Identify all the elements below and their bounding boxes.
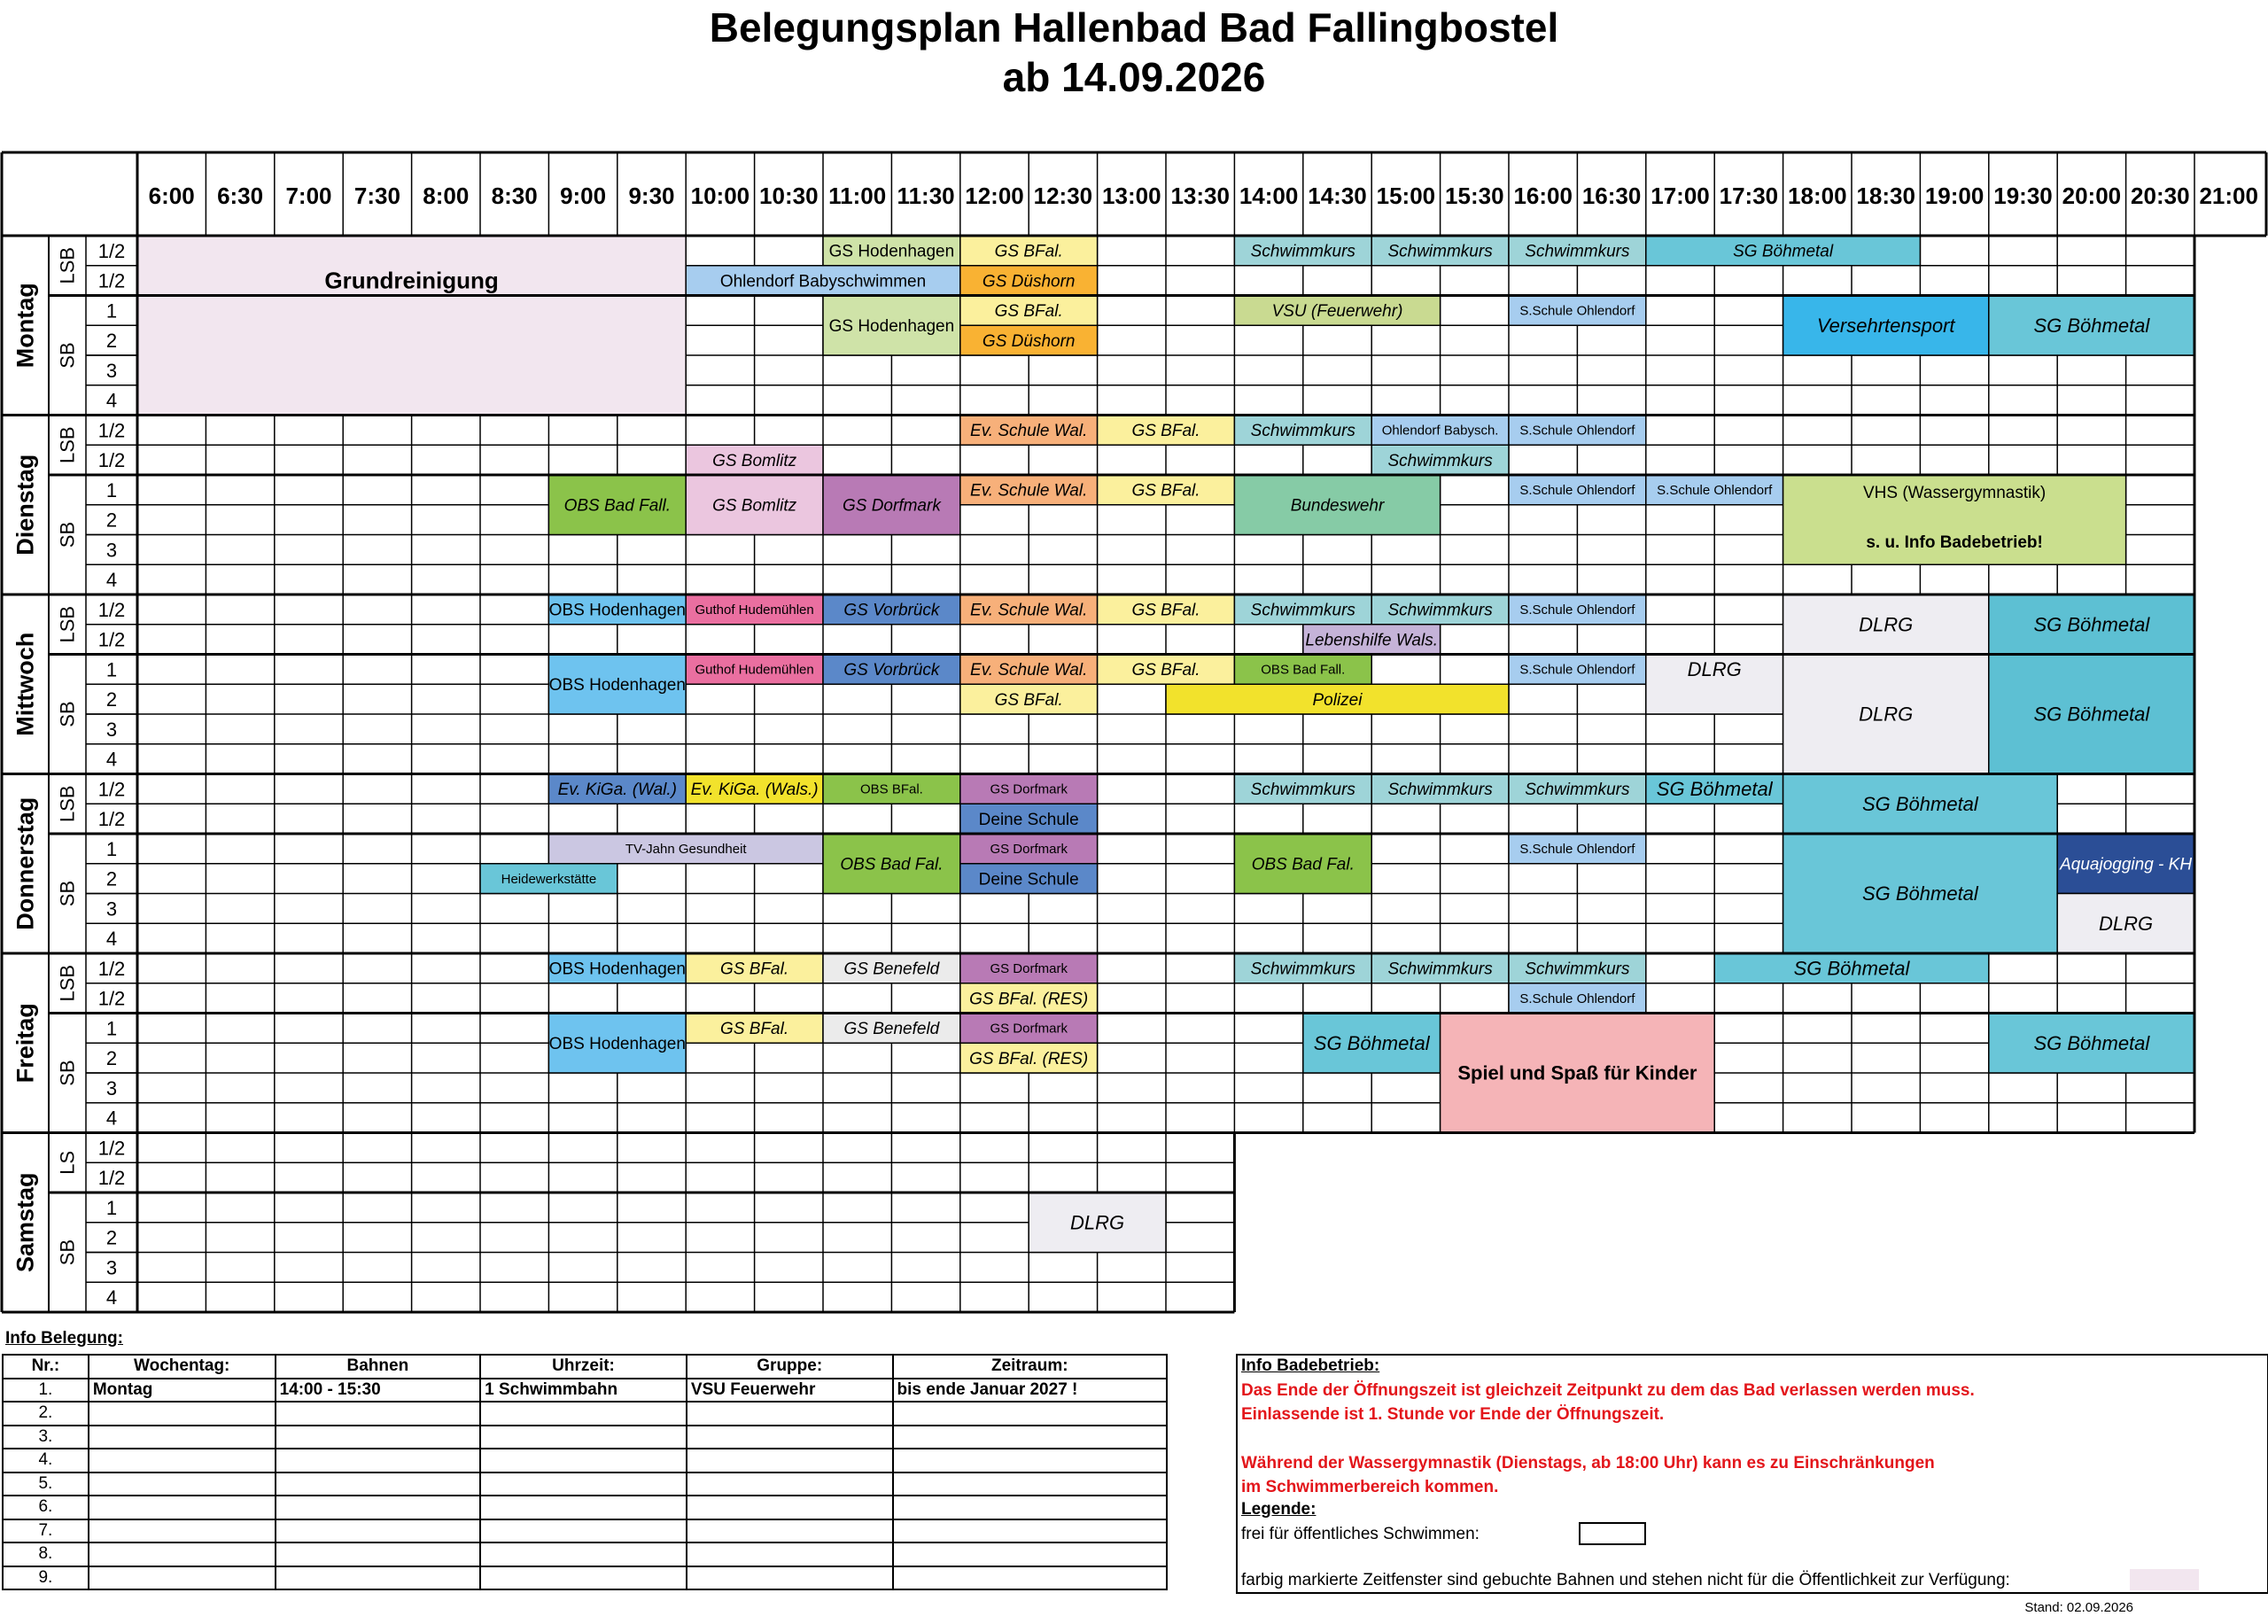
booking-label-2: s. u. Info Badebetrieb!: [1866, 533, 2043, 552]
booking-label: GS Düshorn: [982, 272, 1076, 291]
info-cell: 2.: [3, 1402, 89, 1426]
lane-label: 1/2: [97, 269, 126, 292]
booking-label: GS BFal.: [720, 1020, 789, 1039]
booking-label: Schwimmkurs: [1250, 242, 1355, 261]
time-header: 8:30: [491, 183, 538, 209]
info-cell: [276, 1542, 481, 1566]
info-cell: [276, 1449, 481, 1472]
lane-label: 3: [105, 359, 118, 382]
group-label-lsb: LSB: [56, 964, 79, 1002]
group-label-sb: SB: [56, 342, 79, 369]
info-cell: 6.: [3, 1496, 89, 1519]
info-belegung-header-row: [3, 1355, 1167, 1379]
info-belegung-row: [3, 1519, 1167, 1543]
booking-label: Ev. Schule Wal.: [970, 422, 1088, 441]
group-label-sb: SB: [56, 701, 79, 727]
legend-free-swatch: [1579, 1522, 1646, 1545]
lane-label: 4: [105, 569, 118, 592]
header-nr: Nr.:: [3, 1355, 89, 1379]
lane-label: 3: [105, 1076, 118, 1100]
info-cell: [480, 1519, 687, 1543]
lane-label: 2: [105, 1226, 118, 1249]
booking-label: Schwimmkurs: [1250, 601, 1355, 620]
info-cell: 4.: [3, 1449, 89, 1472]
group-label-lsb: LSB: [56, 605, 79, 643]
booking-label: OBS Bad Fal.: [1251, 855, 1355, 874]
info-cell: [893, 1449, 1167, 1472]
time-header: 19:30: [1993, 183, 2053, 209]
day-label: Mittwoch: [12, 632, 39, 736]
booking-label: OBS Bad Fall.: [563, 496, 671, 516]
info-cell: 1 Schwimmbahn: [480, 1379, 687, 1403]
booking-label: SG Böhmetal: [1733, 242, 1834, 261]
info-cell: [480, 1472, 687, 1496]
lane-label: 3: [105, 539, 118, 562]
legend-booked-swatch: [2130, 1569, 2199, 1590]
booking-label: Guthof Hudemühlen: [695, 662, 814, 678]
time-header: 7:30: [353, 183, 400, 209]
page-title-line1: Belegungsplan Hallenbad Bad Fallingbostel: [709, 4, 1559, 51]
booking-label: DLRG: [2099, 912, 2154, 935]
booking-label: S.Schule Ohlendorf: [1519, 303, 1635, 319]
booking-label: SG Böhmetal: [1793, 957, 1910, 980]
time-header: 14:00: [1239, 183, 1299, 209]
lane-label: 2: [105, 330, 118, 353]
lane-label: 1: [105, 478, 118, 501]
info-cell: [480, 1542, 687, 1566]
booking-label: SG Böhmetal: [1656, 778, 1773, 801]
booking-label: Ev. Schule Wal.: [970, 481, 1088, 501]
info-cell: VSU Feuerwehr: [687, 1379, 893, 1403]
booking-label: Aquajogging - KH: [2060, 855, 2193, 874]
booking-label: SG Böhmetal: [2033, 314, 2150, 337]
info-belegung-row: [3, 1449, 1167, 1472]
booking-label: OBS Bad Fall.: [1261, 662, 1346, 678]
info-cell: [480, 1449, 687, 1472]
booking-label: DLRG: [1070, 1211, 1125, 1234]
booking-label: GS Vorbrück: [843, 661, 940, 680]
booking-label: S.Schule Ohlendorf: [1519, 602, 1635, 618]
info-cell: 9.: [3, 1566, 89, 1590]
booking-label: Schwimmkurs: [1250, 960, 1355, 979]
info-cell: [480, 1496, 687, 1519]
booking-label: Schwimmkurs: [1250, 422, 1355, 441]
booking-label: GS Bomlitz: [712, 451, 797, 470]
stand-date: Stand: 02.09.2026: [2024, 1600, 2133, 1615]
day-label: Montag: [12, 283, 39, 369]
booking-label: Schwimmkurs: [1387, 781, 1493, 800]
booking-label: Ohlendorf Babysch.: [1381, 423, 1499, 439]
info-cell: [893, 1519, 1167, 1543]
day-label: Donnerstag: [12, 796, 39, 930]
info-cell: [480, 1426, 687, 1449]
info-cell: [687, 1449, 893, 1472]
booking-label: S.Schule Ohlendorf: [1519, 991, 1635, 1006]
booking-label: SG Böhmetal: [2033, 1031, 2150, 1054]
lane-label: 1/2: [97, 598, 126, 621]
info-cell: [893, 1566, 1167, 1590]
time-header: 18:00: [1788, 183, 1847, 209]
lane-label: 2: [105, 1047, 118, 1070]
booking-label: Ev. Schule Wal.: [970, 601, 1088, 620]
time-header: 14:30: [1308, 183, 1367, 209]
lane-label: 1/2: [97, 239, 126, 262]
booking-label: GS BFal.: [1131, 422, 1200, 441]
info-cell: 5.: [3, 1472, 89, 1496]
info-cell: [893, 1496, 1167, 1519]
booking-label: Schwimmkurs: [1387, 960, 1493, 979]
time-header: 20:30: [2131, 183, 2190, 209]
booking-label: OBS Bad Fal.: [840, 855, 944, 874]
booking-label: Ohlendorf Babyschwimmen: [719, 272, 927, 291]
booking-label: GS Dorfmark: [842, 496, 941, 516]
header-wochentag: Wochentag:: [89, 1355, 276, 1379]
time-header: 16:30: [1581, 183, 1642, 209]
day-label: Dienstag: [12, 454, 39, 556]
booking-label: TV-Jahn Gesundheit: [625, 842, 747, 858]
lane-label: 1/2: [97, 808, 126, 831]
booking-block: [137, 236, 686, 416]
info-cell: [687, 1472, 893, 1496]
info-belegung-row: [3, 1566, 1167, 1590]
booking-label: GS BFal.: [994, 690, 1063, 710]
booking-label: S.Schule Ohlendorf: [1519, 842, 1635, 858]
booking-label: Deine Schule: [978, 870, 1079, 890]
info-cell: [480, 1402, 687, 1426]
time-header: 17:30: [1719, 183, 1779, 209]
time-header: 12:30: [1033, 183, 1093, 209]
info-cell: [89, 1472, 276, 1496]
booking-label: GS Benefeld: [843, 960, 940, 979]
info-cell: [687, 1519, 893, 1543]
info-cell: 3.: [3, 1426, 89, 1449]
booking-label: VHS (Wassergymnastik): [1862, 484, 2047, 502]
lane-label: 1: [105, 837, 118, 860]
info-belegung-heading: Info Belegung:: [5, 1329, 123, 1348]
header-bahnen: Bahnen: [276, 1355, 481, 1379]
lane-label: 1: [105, 658, 118, 681]
group-label-lsb: LSB: [56, 785, 79, 823]
group-label-sb: SB: [56, 1060, 79, 1086]
time-header: 7:00: [285, 183, 332, 209]
info-line-3: Während der Wassergymnastik (Dienstags, ab 18:00 Uhr) kann es zu Einschränkungen: [1241, 1454, 1935, 1472]
lane-label: 1/2: [97, 419, 126, 442]
info-cell: [89, 1496, 276, 1519]
booking-label: S.Schule Ohlendorf: [1519, 423, 1635, 439]
booking-label: Schwimmkurs: [1387, 601, 1493, 620]
legend-heading: Legende:: [1241, 1500, 1317, 1519]
booking-label: SG Böhmetal: [1861, 792, 1978, 815]
info-cell: [89, 1402, 276, 1426]
info-cell: 7.: [3, 1519, 89, 1543]
info-cell: [276, 1472, 481, 1496]
info-cell: [276, 1426, 481, 1449]
booking-label: Lebenshilfe Wals.: [1305, 631, 1439, 650]
info-belegung-row: [3, 1496, 1167, 1519]
time-header: 18:30: [1856, 183, 1915, 209]
time-header: 9:00: [560, 183, 607, 209]
booking-label: DLRG: [1859, 703, 1914, 726]
info-belegung-row: [3, 1542, 1167, 1566]
lane-label: 3: [105, 1256, 118, 1279]
info-belegung-row: [3, 1379, 1167, 1403]
info-belegung-row: [3, 1402, 1167, 1426]
lane-label: 4: [105, 389, 118, 412]
lane-label: 1: [105, 1017, 118, 1040]
group-label-sb: SB: [56, 1239, 79, 1266]
booking-label: DLRG: [1687, 658, 1742, 681]
lane-label: 1/2: [97, 957, 126, 980]
booking-label: Deine Schule: [978, 810, 1079, 829]
booking-label: GS Dorfmark: [990, 961, 1068, 977]
info-cell: [276, 1402, 481, 1426]
info-cell: [89, 1519, 276, 1543]
booking-label: GS BFal.: [994, 242, 1063, 261]
time-header: 15:00: [1376, 183, 1436, 209]
lane-label: 1/2: [97, 449, 126, 472]
lane-label: 4: [105, 928, 118, 951]
lane-label: 4: [105, 1286, 118, 1309]
legend-free-label: frei für öffentliches Schwimmen:: [1241, 1525, 1480, 1543]
time-header: 12:00: [965, 183, 1024, 209]
lane-label: 1/2: [97, 778, 126, 801]
time-header: 19:00: [1924, 183, 1984, 209]
lane-label: 4: [105, 748, 118, 771]
info-cell: [276, 1496, 481, 1519]
time-header: 11:00: [828, 183, 887, 209]
info-badebetrieb-box: [1236, 1354, 2268, 1594]
booking-label: GS BFal.: [1131, 481, 1200, 501]
info-cell: 14:00 - 15:30: [276, 1379, 481, 1403]
info-belegung-row: [3, 1426, 1167, 1449]
lane-label: 2: [105, 509, 118, 532]
lane-label: 4: [105, 1107, 118, 1130]
info-cell: 1.: [3, 1379, 89, 1403]
booking-label: Bundeswehr: [1290, 496, 1385, 516]
header-zeitraum: Zeitraum:: [893, 1355, 1167, 1379]
lane-label: 1: [105, 299, 118, 322]
time-header: 20:00: [2062, 183, 2122, 209]
time-header: 13:00: [1102, 183, 1161, 209]
time-header: 9:30: [628, 183, 675, 209]
legend-booked-label: farbig markierte Zeitfenster sind gebuchte Bahnen und stehen nicht für die Öffentlichkeit zur Verfügung:: [1241, 1571, 2010, 1589]
time-header: 17:00: [1651, 183, 1710, 209]
time-header: 11:30: [897, 183, 955, 209]
info-belegung-table: [2, 1354, 1168, 1590]
info-badebetrieb-heading: Info Badebetrieb:: [1241, 1356, 1380, 1375]
booking-label: OBS Hodenhagen: [548, 1034, 686, 1053]
info-cell: [276, 1519, 481, 1543]
group-label-sb: SB: [56, 880, 79, 907]
info-line-1: Das Ende der Öffnungszeit ist gleichzeit Zeitpunkt zu dem das Bad verlassen werden muss.: [1241, 1381, 1975, 1400]
info-cell: [89, 1426, 276, 1449]
booking-label: Spiel und Spaß für Kinder: [1457, 1061, 1697, 1084]
group-label-lsb: LSB: [56, 426, 79, 464]
info-cell: [687, 1566, 893, 1590]
booking-label: OBS Hodenhagen: [548, 675, 686, 695]
booking-label: S.Schule Ohlendorf: [1519, 483, 1635, 499]
lane-label: 2: [105, 688, 118, 711]
info-cell: [89, 1449, 276, 1472]
booking-label: Schwimmkurs: [1250, 781, 1355, 800]
booking-label: Heidewerkstätte: [501, 871, 597, 887]
booking-label: SG Böhmetal: [2033, 613, 2150, 636]
booking-label: Schwimmkurs: [1525, 781, 1630, 800]
booking-label: Versehrtensport: [1816, 314, 1955, 337]
booking-label: DLRG: [1859, 613, 1914, 636]
time-header: 13:30: [1170, 183, 1230, 209]
page-title-line2: ab 14.09.2026: [1002, 54, 1266, 100]
group-label-sb: SB: [56, 521, 79, 548]
booking-label: Guthof Hudemühlen: [695, 602, 814, 618]
booking-label: GS Hodenhagen: [828, 316, 955, 336]
lane-label: 3: [105, 897, 118, 921]
info-cell: [89, 1542, 276, 1566]
info-cell: [687, 1402, 893, 1426]
info-belegung-row: [3, 1472, 1167, 1496]
lane-label: 1: [105, 1196, 118, 1219]
time-header: 6:00: [148, 183, 195, 209]
lane-label: 3: [105, 718, 118, 741]
booking-label: OBS Hodenhagen: [548, 960, 686, 979]
booking-label: OBS Hodenhagen: [548, 601, 686, 620]
booking-label: Polizei: [1312, 690, 1363, 710]
booking-label: GS BFal.: [994, 302, 1063, 322]
time-header: 6:30: [217, 183, 264, 209]
day-label: Freitag: [12, 1003, 39, 1084]
info-line-4: im Schwimmerbereich kommen.: [1241, 1478, 1499, 1496]
info-cell: Montag: [89, 1379, 276, 1403]
header-gruppe: Gruppe:: [687, 1355, 893, 1379]
info-cell: [687, 1426, 893, 1449]
lane-label: 1/2: [97, 628, 126, 651]
lane-label: 2: [105, 867, 118, 890]
booking-label: GS Düshorn: [982, 331, 1076, 351]
booking-label: GS BFal.: [1131, 601, 1200, 620]
info-cell: [276, 1566, 481, 1590]
time-header: 10:30: [759, 183, 819, 209]
info-cell: [89, 1566, 276, 1590]
booking-label: Schwimmkurs: [1387, 242, 1493, 261]
info-cell: [893, 1402, 1167, 1426]
info-cell: [893, 1472, 1167, 1496]
booking-label: GS BFal. (RES): [969, 1049, 1089, 1068]
booking-label: S.Schule Ohlendorf: [1519, 662, 1635, 678]
booking-label: Grundreinigung: [324, 267, 499, 294]
booking-label: OBS BFal.: [859, 781, 923, 797]
time-header: 8:00: [423, 183, 470, 209]
booking-label: GS Benefeld: [843, 1020, 940, 1039]
lane-label: 1/2: [97, 987, 126, 1010]
info-cell: [687, 1542, 893, 1566]
lane-label: 1/2: [97, 1137, 126, 1160]
booking-label: Ev. KiGa. (Wals.): [690, 781, 819, 800]
booking-label: GS Dorfmark: [990, 781, 1068, 797]
header-uhrzeit: Uhrzeit:: [480, 1355, 687, 1379]
booking-label: VSU (Feuerwehr): [1271, 302, 1403, 322]
time-header: 21:00: [2199, 183, 2258, 209]
time-header: 10:00: [690, 183, 750, 209]
booking-label: GS Bomlitz: [712, 496, 797, 516]
info-cell: [480, 1566, 687, 1590]
booking-label: Ev. Schule Wal.: [970, 661, 1088, 680]
day-label: Samstag: [12, 1172, 39, 1273]
info-cell: bis ende Januar 2027 !: [893, 1379, 1167, 1403]
time-header: 15:30: [1445, 183, 1504, 209]
group-label-lsb: LS: [56, 1150, 79, 1175]
booking-label: GS BFal.: [1131, 661, 1200, 680]
group-label-lsb: LSB: [56, 246, 79, 284]
booking-label: GS BFal. (RES): [969, 990, 1089, 1009]
info-cell: [687, 1496, 893, 1519]
booking-label: GS BFal.: [720, 960, 789, 979]
booking-label: GS Dorfmark: [990, 1021, 1068, 1037]
info-cell: 8.: [3, 1542, 89, 1566]
lane-label: 1/2: [97, 1167, 126, 1190]
info-line-2: Einlassende ist 1. Stunde vor Ende der Öffnungszeit.: [1241, 1405, 1665, 1424]
booking-label: S.Schule Ohlendorf: [1657, 483, 1773, 499]
info-cell: [893, 1542, 1167, 1566]
booking-label: SG Böhmetal: [1861, 882, 1978, 905]
booking-label: GS Dorfmark: [990, 842, 1068, 858]
booking-label: Ev. KiGa. (Wal.): [557, 781, 678, 800]
booking-label: GS Hodenhagen: [828, 242, 955, 261]
booking-label: GS Vorbrück: [843, 601, 940, 620]
booking-label: SG Böhmetal: [2033, 703, 2150, 726]
booking-label: SG Böhmetal: [1313, 1031, 1430, 1054]
time-header: 16:00: [1513, 183, 1573, 209]
booking-label: Schwimmkurs: [1525, 242, 1630, 261]
info-cell: [893, 1426, 1167, 1449]
booking-label: Schwimmkurs: [1525, 960, 1630, 979]
booking-label: Schwimmkurs: [1387, 451, 1493, 470]
